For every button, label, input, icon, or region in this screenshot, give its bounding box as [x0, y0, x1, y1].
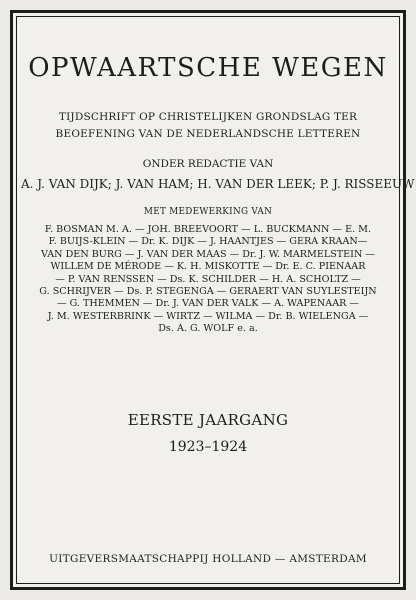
contributors-line: — G. THEMMEN — Dr. J. VAN DER VALK — A. WAPENAAR — — [56, 298, 360, 310]
contributors-list — [21, 224, 395, 336]
subtitle-line: TIJDSCHRIFT OP CHRISTELIJKEN GRONDSLAG TER — [58, 111, 358, 123]
title-page — [10, 10, 415, 590]
subtitle-line: BEOEFENING VAN DE NEDERLANDSCHE LETTEREN — [55, 128, 361, 140]
volume-title: EERSTE JAARGANG — [127, 411, 289, 429]
contributors-line: — P. VAN RENSSEN — Ds. K. SCHILDER — H. A. SCHOLTZ — — [55, 273, 361, 285]
editors-list: A. J. VAN DIJK; J. VAN HAM; H. VAN DER LEEK; P. J. RISSEEUW — [21, 177, 415, 191]
journal-title: OPWAARTSCHE WEGEN — [28, 53, 388, 83]
volume-years: 1923–1924 — [168, 439, 248, 455]
journal-subtitle — [21, 109, 395, 143]
contributors-line: F. BUIJS-KLEIN — Dr. K. DIJK — J. HAANTJES — GERA KRAAN— — [48, 236, 368, 248]
publisher-imprint: UITGEVERSMAATSCHAPPIJ HOLLAND — AMSTERDAM — [49, 553, 367, 565]
contributors-line: VAN DEN BURG — J. VAN DER MAAS — Dr. J. W. MARMELSTEIN — — [40, 248, 376, 260]
contributors-line: Ds. A. G. WOLF e. a. — [158, 323, 258, 335]
editorial-heading: ONDER REDACTIE VAN — [142, 158, 274, 170]
contributors-line: J. M. WESTERBRINK — WIRTZ — WILMA — Dr. B. WIELENGA — — [47, 310, 369, 322]
contributors-line: G. SCHRIJVER — Ds. P. STEGENGA — GERAERT VAN SUYLESTEIJN — [39, 286, 377, 298]
contributors-line: F. BOSMAN M. A. — JOH. BREEVOORT — L. BUCKMANN — E. M. — [44, 224, 372, 235]
contributors-heading: MET MEDEWERKING VAN — [143, 207, 273, 217]
contributors-line: WILLEM DE MÉRODE — K. H. MISKOTTE — Dr. E. C. PIENAAR — [50, 261, 366, 273]
title-page-content — [21, 13, 415, 587]
